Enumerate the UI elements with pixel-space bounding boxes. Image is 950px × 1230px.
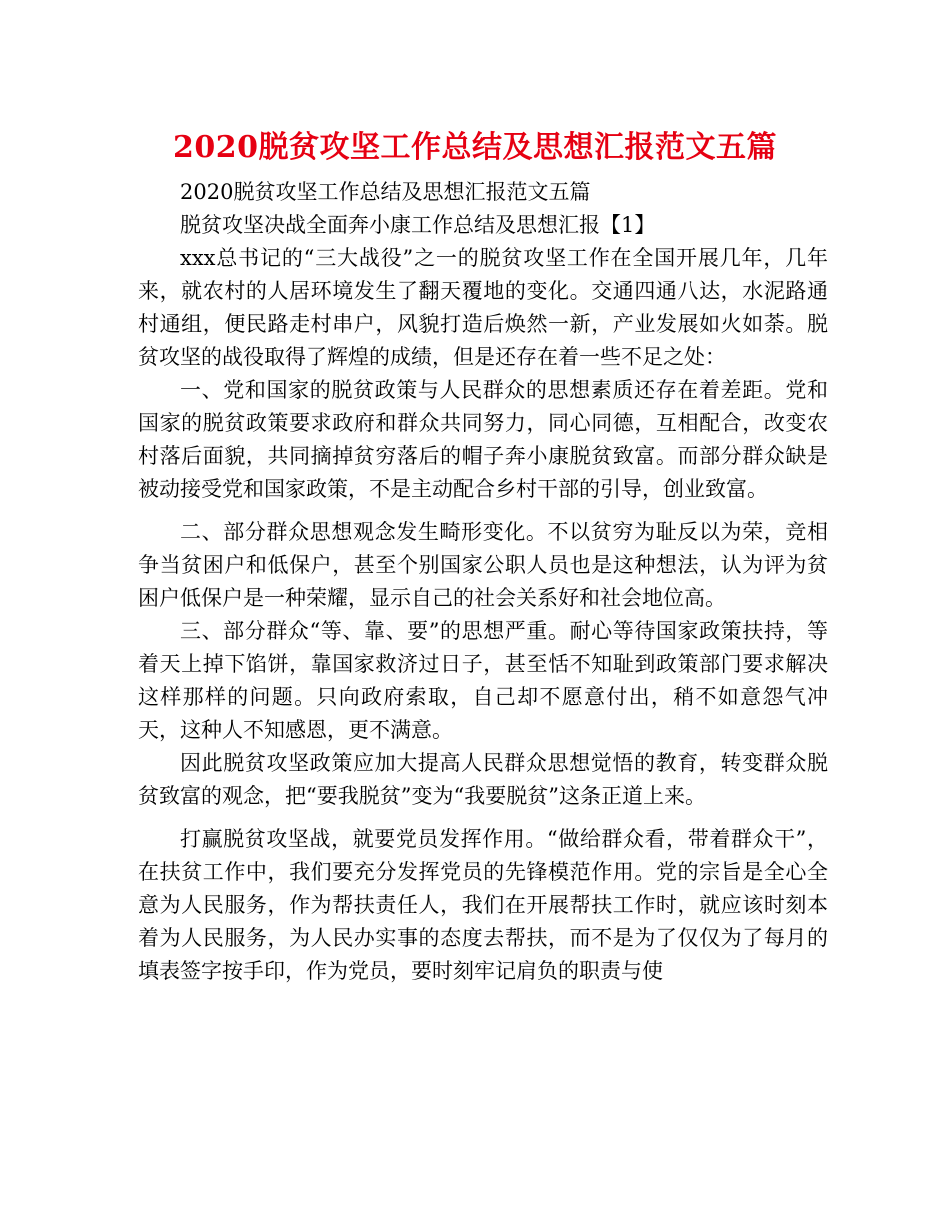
- paragraph-subtitle: 2020脱贫攻坚工作总结及思想汇报范文五篇: [180, 180, 591, 204]
- paragraph-section-heading: 脱贫攻坚决战全面奔小康工作总结及思想汇报【1】: [180, 213, 656, 237]
- paragraph-point-three: 三、部分群众“等、靠、要”的思想严重。耐心等待国家政策扶持，等着天上掉下馅饼，靠国家救济过日子，甚至恬不知耻到政策部门要求解决这样那样的问题。只向政府索取，自己却不愿意付出，稍不如意怨气冲天，这种人不知感恩，更不满意。: [138, 619, 828, 742]
- paragraph-conclusion: 因此脱贫攻坚政策应加大提高人民群众思想觉悟的教育，转变群众脱贫致富的观念，把“要我脱贫”变为“我要脱贫”这条正道上来。: [138, 751, 828, 808]
- paragraph-point-two: 二、部分群众思想观念发生畸形变化。不以贫穷为耻反以为荣，竞相争当贫困户和低保户，甚至个别国家公职人员也是这种想法，认为评为贫困户低保户是一种荣耀，显示自己的社会关系好和社会地位高。: [138, 520, 828, 610]
- document-title: 2020脱贫攻坚工作总结及思想汇报范文五篇: [173, 130, 777, 165]
- document-body: [138, 176, 828, 988]
- paragraph-party-role: 打赢脱贫攻坚战，就要党员发挥作用。“做给群众看，带着群众干”，在扶贫工作中，我们要充分发挥党员的先锋模范作用。党的宗旨是全心全意为人民服务，作为帮扶责任人，我们在开展帮扶工作时，就应该时刻本着为人民服务，为人民办实事的态度去帮扶，而不是为了仅仅为了每月的填表签字按手印，作为党员，要时刻牢记肩负的职责与使: [138, 827, 828, 983]
- paragraph-point-one: 一、党和国家的脱贫政策与人民群众的思想素质还存在着差距。党和国家的脱贫政策要求政府和群众共同努力，同心同德，互相配合，改变农村落后面貌，共同摘掉贫穷落后的帽子奔小康脱贫致富。而部分群众缺是被动接受党和国家政策，不是主动配合乡村干部的引导，创业致富。: [138, 378, 828, 501]
- paragraph-intro: xxx总书记的“三大战役”之一的脱贫攻坚工作在全国开展几年，几年来，就农村的人居环境发生了翻天覆地的变化。交通四通八达，水泥路通村通组，便民路走村串户，风貌打造后焕然一新，产业发展如火如荼。脱贫攻坚的战役取得了辉煌的成绩，但是还存在着一些不足之处：: [138, 246, 828, 369]
